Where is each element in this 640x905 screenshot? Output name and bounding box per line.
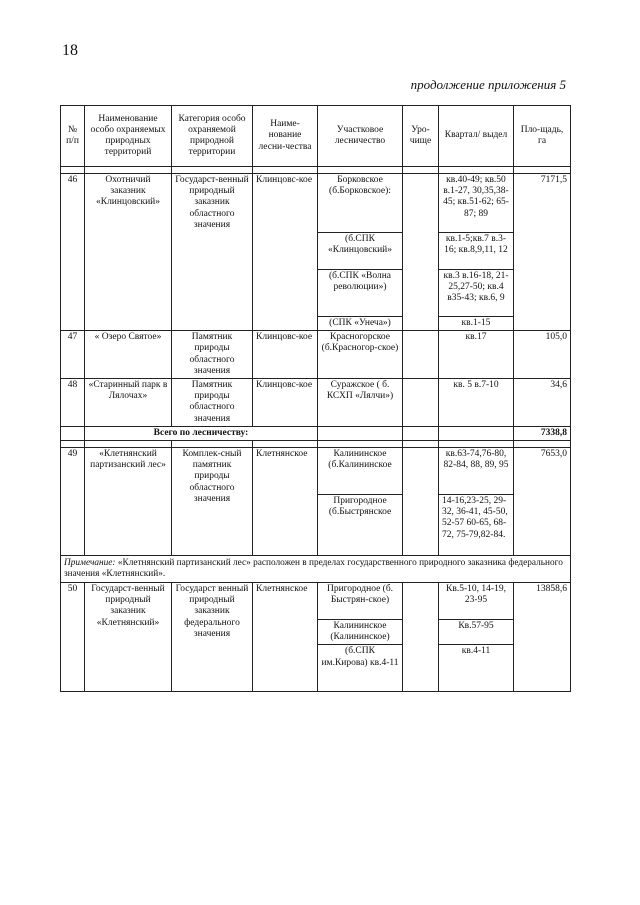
cell-name: «Клетнянский партизанский лес» <box>85 448 172 556</box>
note-cell <box>61 556 571 583</box>
cell-tract <box>403 331 439 379</box>
cell-num: 46 <box>61 174 85 331</box>
note-row <box>61 556 571 583</box>
cell-district: (б.СПК «Клинцовский» <box>318 233 403 270</box>
cell-forestry: Клетнянское <box>253 582 318 691</box>
header-area: Пло-щадь, га <box>514 106 571 167</box>
cell-category: Государст-венный природный заказник областного значения <box>172 174 253 331</box>
cell-num: 48 <box>61 379 85 427</box>
cell-district: (СПК «Унеча») <box>318 317 403 331</box>
cell-name: «Старинный парк в Лялочах» <box>85 379 172 427</box>
cell-quarter: Кв.5-10, 14-19, 23-95 <box>439 582 514 619</box>
cell-district <box>318 426 403 440</box>
header-name: Наименование особо охраняемых природных территорий <box>85 106 172 167</box>
cell-area: 13858,6 <box>514 582 571 691</box>
cell-tract <box>403 379 439 427</box>
cell-area: 7653,0 <box>514 448 571 556</box>
cell-forestry: Клетнянское <box>253 448 318 556</box>
cell-num: 50 <box>61 582 85 691</box>
cell-quarter: кв.1-15 <box>439 317 514 331</box>
cell-district: Калининское (б.Калининское <box>318 448 403 495</box>
cell-district: Суражское ( б. КСХП «Лялчи») <box>318 379 403 427</box>
total-label: Всего по лесничеству: <box>85 426 318 440</box>
cell-forestry: Клинцовс-кое <box>253 174 318 331</box>
header-tract: Уро-чище <box>403 106 439 167</box>
cell-quarter: кв.3 в.16-18, 21-25,27-50; кв.4 в35-43; кв.6, 9 <box>439 270 514 317</box>
total-area: 7338,8 <box>514 426 571 440</box>
table-row <box>61 448 571 495</box>
table-row <box>61 379 571 427</box>
cell-quarter: кв.1-5;кв.7 в.3-16; кв.8,9,11, 12 <box>439 233 514 270</box>
spacer-row <box>61 441 571 448</box>
header-district-forestry: Участковое лесничество <box>318 106 403 167</box>
cell-quarter: Кв.57-95 <box>439 619 514 644</box>
cell-quarter: кв.63-74,76-80, 82-84, 88, 89, 95 <box>439 448 514 495</box>
spacer-row <box>61 167 571 174</box>
table-row <box>61 331 571 379</box>
cell-tract <box>403 582 439 691</box>
note-text: «Клетнянский партизанский лес» расположен в пределах государственного природного заказника федерального значения «Клетнянский». <box>64 558 563 579</box>
cell-district: (б.СПК «Волна революции») <box>318 270 403 317</box>
table-row <box>61 582 571 619</box>
table-row <box>61 174 571 233</box>
header-category: Категория особо охраняемой природной территории <box>172 106 253 167</box>
page-number: 18 <box>62 42 78 59</box>
reserves-table <box>60 105 571 692</box>
cell-district: Калининское (Калининское) <box>318 619 403 644</box>
cell-category: Комплек-сный памятник природы областного значения <box>172 448 253 556</box>
cell-district: Пригородное (б.Быстрянское <box>318 495 403 556</box>
cell-quarter <box>439 426 514 440</box>
header-quarter: Квартал/ выдел <box>439 106 514 167</box>
cell-name: « Озеро Святое» <box>85 331 172 379</box>
cell-area: 34,6 <box>514 379 571 427</box>
cell-category: Государст венный природный заказник федерального значения <box>172 582 253 691</box>
header-row <box>61 106 571 167</box>
cell-tract <box>403 174 439 331</box>
cell-forestry: Клинцовс-кое <box>253 379 318 427</box>
cell-name: Охотничий заказник «Клинцовский» <box>85 174 172 331</box>
cell-num: 47 <box>61 331 85 379</box>
cell-name: Государст-венный природный заказник «Клетнянский» <box>85 582 172 691</box>
cell-category: Памятник природы областного значения <box>172 331 253 379</box>
cell-district: Пригородное (б. Быстрян-ское) <box>318 582 403 619</box>
cell-quarter: кв.40-49; кв.50 в.1-27, 30,35,38-45; кв.51-62; 65-87; 89 <box>439 174 514 233</box>
appendix-subtitle: продолжение приложения 5 <box>410 77 566 92</box>
cell-district: Борковское (б.Борковское): <box>318 174 403 233</box>
cell-district: (б.СПК им.Кирова) кв.4-11 <box>318 645 403 692</box>
header-forestry: Наиме-нование лесни-чества <box>253 106 318 167</box>
header-num: № п/п <box>61 106 85 167</box>
cell-quarter: кв.4-11 <box>439 645 514 692</box>
cell-quarter: кв. 5 в.7-10 <box>439 379 514 427</box>
cell-area: 105,0 <box>514 331 571 379</box>
cell-district: Красногорское (б.Красногор-ское) <box>318 331 403 379</box>
cell-tract <box>403 426 439 440</box>
total-row <box>61 426 571 440</box>
cell-forestry: Клинцовс-кое <box>253 331 318 379</box>
note-label: Примечание: <box>64 558 116 569</box>
cell-quarter: 14-16,23-25, 29-32, 36-41, 45-50, 52-57 60-65, 68-72, 75-79,82-84. <box>439 495 514 556</box>
cell-num: 49 <box>61 448 85 556</box>
cell-tract <box>403 448 439 556</box>
cell-area: 7171,5 <box>514 174 571 331</box>
cell-quarter: кв.17 <box>439 331 514 379</box>
cell-category: Памятник природы областного значения <box>172 379 253 427</box>
cell-num <box>61 426 85 440</box>
